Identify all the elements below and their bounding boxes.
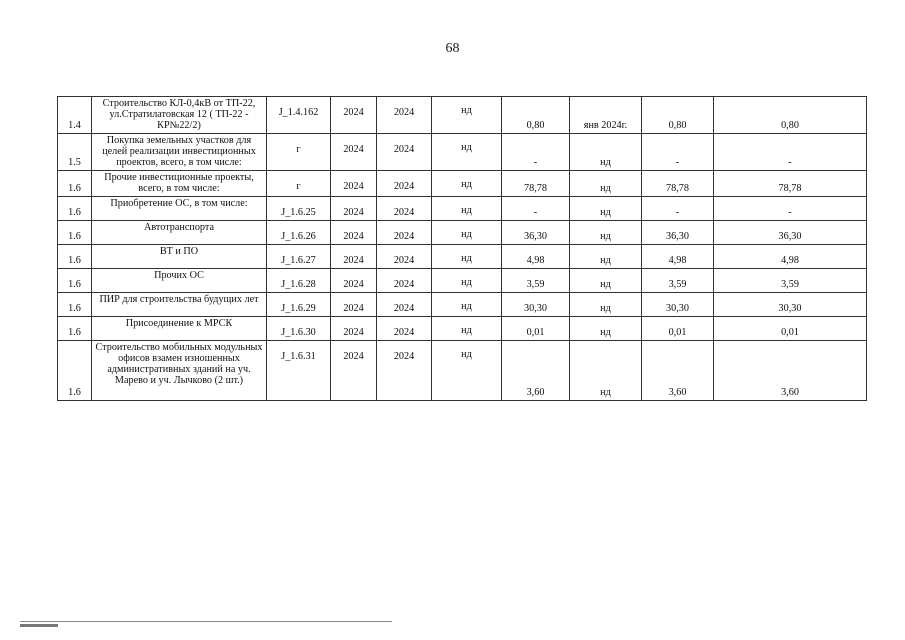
year-end: 2024 — [377, 341, 432, 401]
value-cell: - — [502, 197, 570, 221]
year-end: 2024 — [377, 269, 432, 293]
project-code: г — [267, 134, 331, 171]
value-cell: 0,01 — [714, 317, 867, 341]
row-number: 1.4 — [58, 97, 92, 134]
year-start: 2024 — [331, 293, 377, 317]
project-code: J_1.6.27 — [267, 245, 331, 269]
project-name: Автотранспорта — [92, 221, 267, 245]
project-name: Прочих ОС — [92, 269, 267, 293]
nd-cell: нд — [432, 269, 502, 293]
footer-rule-mark — [20, 624, 58, 627]
table-row — [58, 341, 867, 401]
nd-cell: нд — [432, 97, 502, 134]
value-cell: 36,30 — [714, 221, 867, 245]
value-cell: 0,80 — [502, 97, 570, 134]
date-cell: нд — [570, 197, 642, 221]
project-code: J_1.6.29 — [267, 293, 331, 317]
value-cell: 78,78 — [642, 171, 714, 197]
value-cell: 3,59 — [642, 269, 714, 293]
project-name: Строительство мобильных модульных офисов взамен изношенных административных зданий на уч. Марево и уч. Лычково (2 шт.) — [92, 341, 267, 401]
project-code: J_1.6.28 — [267, 269, 331, 293]
nd-cell: нд — [432, 317, 502, 341]
nd-cell: нд — [432, 171, 502, 197]
value-cell: 0,01 — [642, 317, 714, 341]
year-end: 2024 — [377, 293, 432, 317]
value-cell: 3,60 — [502, 341, 570, 401]
project-name: Присоединение к МРСК — [92, 317, 267, 341]
table-row — [58, 317, 867, 341]
nd-cell: нд — [432, 245, 502, 269]
nd-cell: нд — [432, 293, 502, 317]
year-start: 2024 — [331, 171, 377, 197]
value-cell: - — [642, 197, 714, 221]
table-row — [58, 245, 867, 269]
value-cell: 78,78 — [502, 171, 570, 197]
date-cell: нд — [570, 134, 642, 171]
date-cell: янв 2024г. — [570, 97, 642, 134]
value-cell: 0,01 — [502, 317, 570, 341]
date-cell: нд — [570, 221, 642, 245]
project-code: J_1.4.162 — [267, 97, 331, 134]
project-code: J_1.6.30 — [267, 317, 331, 341]
value-cell: 0,80 — [642, 97, 714, 134]
table-body — [58, 97, 867, 401]
value-cell: 4,98 — [502, 245, 570, 269]
project-name: Приобретение ОС, в том числе: — [92, 197, 267, 221]
year-end: 2024 — [377, 97, 432, 134]
value-cell: 3,60 — [714, 341, 867, 401]
table-row — [58, 269, 867, 293]
year-start: 2024 — [331, 317, 377, 341]
date-cell: нд — [570, 171, 642, 197]
table-row — [58, 134, 867, 171]
value-cell: 36,30 — [502, 221, 570, 245]
year-start: 2024 — [331, 341, 377, 401]
row-number: 1.6 — [58, 197, 92, 221]
project-name: Прочие инвестиционные проекты, всего, в том числе: — [92, 171, 267, 197]
value-cell: 36,30 — [642, 221, 714, 245]
nd-cell: нд — [432, 341, 502, 401]
date-cell: нд — [570, 245, 642, 269]
year-start: 2024 — [331, 134, 377, 171]
row-number: 1.6 — [58, 341, 92, 401]
row-number: 1.5 — [58, 134, 92, 171]
row-number: 1.6 — [58, 245, 92, 269]
nd-cell: нд — [432, 197, 502, 221]
year-start: 2024 — [331, 197, 377, 221]
value-cell: - — [714, 197, 867, 221]
project-name: ВТ и ПО — [92, 245, 267, 269]
project-name: ПИР для строительства будущих лет — [92, 293, 267, 317]
footer-rule — [20, 621, 392, 622]
project-name: Покупка земельных участков для целей реализации инвестиционных проектов, всего, в том числе: — [92, 134, 267, 171]
project-code: J_1.6.26 — [267, 221, 331, 245]
project-code: J_1.6.31 — [267, 341, 331, 401]
year-start: 2024 — [331, 221, 377, 245]
value-cell: 3,59 — [502, 269, 570, 293]
value-cell: 30,30 — [502, 293, 570, 317]
year-start: 2024 — [331, 245, 377, 269]
year-end: 2024 — [377, 197, 432, 221]
nd-cell: нд — [432, 221, 502, 245]
project-name: Строительство КЛ-0,4кВ от ТП-22, ул.Стратилатовская 12 ( ТП-22 - КР№22/2) — [92, 97, 267, 134]
year-start: 2024 — [331, 269, 377, 293]
year-end: 2024 — [377, 134, 432, 171]
table-row — [58, 197, 867, 221]
year-start: 2024 — [331, 97, 377, 134]
date-cell: нд — [570, 293, 642, 317]
project-code: г — [267, 171, 331, 197]
value-cell: 30,30 — [642, 293, 714, 317]
table-row — [58, 97, 867, 134]
value-cell: - — [642, 134, 714, 171]
value-cell: 4,98 — [642, 245, 714, 269]
table-row — [58, 171, 867, 197]
project-code: J_1.6.25 — [267, 197, 331, 221]
value-cell: 30,30 — [714, 293, 867, 317]
year-end: 2024 — [377, 245, 432, 269]
row-number: 1.6 — [58, 171, 92, 197]
year-end: 2024 — [377, 221, 432, 245]
table-row — [58, 221, 867, 245]
table-row — [58, 293, 867, 317]
value-cell: 78,78 — [714, 171, 867, 197]
row-number: 1.6 — [58, 293, 92, 317]
value-cell: 3,60 — [642, 341, 714, 401]
investment-table — [57, 96, 867, 401]
value-cell: 0,80 — [714, 97, 867, 134]
year-end: 2024 — [377, 317, 432, 341]
date-cell: нд — [570, 317, 642, 341]
value-cell: - — [714, 134, 867, 171]
value-cell: - — [502, 134, 570, 171]
value-cell: 3,59 — [714, 269, 867, 293]
date-cell: нд — [570, 269, 642, 293]
nd-cell: нд — [432, 134, 502, 171]
row-number: 1.6 — [58, 317, 92, 341]
row-number: 1.6 — [58, 221, 92, 245]
year-end: 2024 — [377, 171, 432, 197]
value-cell: 4,98 — [714, 245, 867, 269]
page-number: 68 — [445, 41, 460, 56]
row-number: 1.6 — [58, 269, 92, 293]
date-cell: нд — [570, 341, 642, 401]
